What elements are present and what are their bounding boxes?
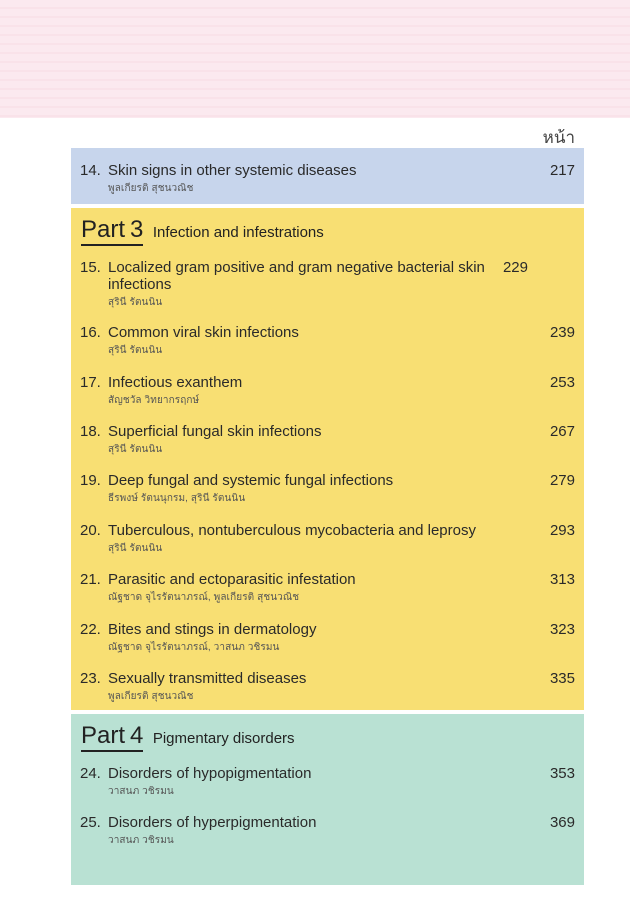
entry-authors: พูลเกียรติ สุชนวณิช: [108, 183, 194, 194]
toc-entry-16[interactable]: [80, 324, 575, 358]
entry-number: 17.: [80, 374, 101, 391]
entry-number: 24.: [80, 765, 101, 782]
section-pre-box: [71, 148, 584, 204]
entry-authors: สุรินี รัตนนิน: [108, 543, 163, 554]
entry-page[interactable]: 229: [502, 259, 528, 276]
entry-title[interactable]: Localized gram positive and gram negative bacterial skin infections: [108, 259, 485, 293]
entry-title[interactable]: Superficial fungal skin infections: [108, 423, 322, 440]
entry-page[interactable]: 293: [549, 522, 575, 539]
entry-title[interactable]: Skin signs in other systemic diseases: [108, 162, 357, 179]
part-word: Part: [81, 722, 126, 749]
entry-authors: สุรินี รัตนนิน: [108, 345, 163, 356]
entry-title[interactable]: Parasitic and ectoparasitic infestation: [108, 571, 356, 588]
entry-number: 14.: [80, 162, 101, 179]
entry-page[interactable]: 323: [549, 621, 575, 638]
toc-entry-21[interactable]: [80, 571, 575, 605]
entry-title[interactable]: Sexually transmitted diseases: [108, 670, 307, 687]
part-number: 3: [130, 216, 144, 243]
entry-title[interactable]: Infectious exanthem: [108, 374, 243, 391]
entry-page[interactable]: 253: [549, 374, 575, 391]
entry-title[interactable]: Disorders of hyperpigmentation: [108, 814, 317, 831]
entry-title[interactable]: Disorders of hypopigmentation: [108, 765, 312, 782]
toc-entry-19[interactable]: [80, 472, 575, 506]
part-word: Part: [81, 216, 126, 243]
toc-entry-20[interactable]: [80, 522, 575, 556]
toc-entry-18[interactable]: [80, 423, 575, 457]
toc-entry-24[interactable]: [80, 765, 575, 799]
entry-authors: สัญชวัล วิทยากรฤกษ์: [108, 395, 200, 406]
entry-number: 23.: [80, 670, 101, 687]
toc-entry-22[interactable]: [80, 621, 575, 655]
entry-page[interactable]: 217: [549, 162, 575, 179]
entry-authors: สุรินี รัตนนิน: [108, 444, 163, 455]
entry-page[interactable]: 335: [549, 670, 575, 687]
entry-page[interactable]: 313: [549, 571, 575, 588]
entry-page[interactable]: 267: [549, 423, 575, 440]
entry-authors: สุรินี รัตนนิน: [108, 297, 163, 308]
part-3-box: [71, 208, 584, 710]
toc-entry-14[interactable]: [80, 162, 575, 196]
part-subtitle: Pigmentary disorders: [152, 730, 295, 747]
part-3-title: [81, 216, 143, 244]
part-underline: [81, 750, 143, 752]
part-4-box: [71, 714, 584, 885]
part-4-title: [81, 722, 143, 750]
part-3-heading: [81, 216, 324, 244]
entry-page[interactable]: 353: [549, 765, 575, 782]
entry-number: 20.: [80, 522, 101, 539]
entry-authors: ณัฐชาด จุไรรัตนาภรณ์, วาสนภ วชิรมน: [108, 642, 280, 653]
entry-title[interactable]: Deep fungal and systemic fungal infections: [108, 472, 394, 489]
toc-entry-15[interactable]: [80, 259, 575, 310]
entry-number: 15.: [80, 259, 101, 276]
part-underline: [81, 244, 143, 246]
entry-authors: วาสนภ วชิรมน: [108, 786, 174, 797]
entry-page[interactable]: 369: [549, 814, 575, 831]
entry-authors: ธีรพงษ์ รัตนนุกรม, สุรินี รัตนนิน: [108, 493, 246, 504]
entry-number: 19.: [80, 472, 101, 489]
entry-authors: พูลเกียรติ สุชนวณิช: [108, 691, 194, 702]
entry-number: 21.: [80, 571, 101, 588]
page-column-label: หน้า: [542, 128, 575, 147]
toc-entry-25[interactable]: [80, 814, 575, 848]
entry-title[interactable]: Tuberculous, nontuberculous mycobacteria and leprosy: [108, 522, 476, 539]
entry-authors: ณัฐชาด จุไรรัตนาภรณ์, พูลเกียรติ สุชนวณิช: [108, 592, 300, 603]
toc-entry-23[interactable]: [80, 670, 575, 704]
entry-number: 22.: [80, 621, 101, 638]
part-subtitle: Infection and infestrations: [152, 224, 324, 241]
part-4-heading: [81, 722, 295, 750]
entry-title[interactable]: Bites and stings in dermatology: [108, 621, 317, 638]
toc-entry-17[interactable]: [80, 374, 575, 408]
top-decorative-band: [0, 0, 630, 118]
entry-number: 16.: [80, 324, 101, 341]
entry-page[interactable]: 239: [549, 324, 575, 341]
entry-title[interactable]: Common viral skin infections: [108, 324, 299, 341]
entry-number: 18.: [80, 423, 101, 440]
entry-number: 25.: [80, 814, 101, 831]
entry-page[interactable]: 279: [549, 472, 575, 489]
part-number: 4: [130, 722, 144, 749]
entry-authors: วาสนภ วชิรมน: [108, 835, 174, 846]
